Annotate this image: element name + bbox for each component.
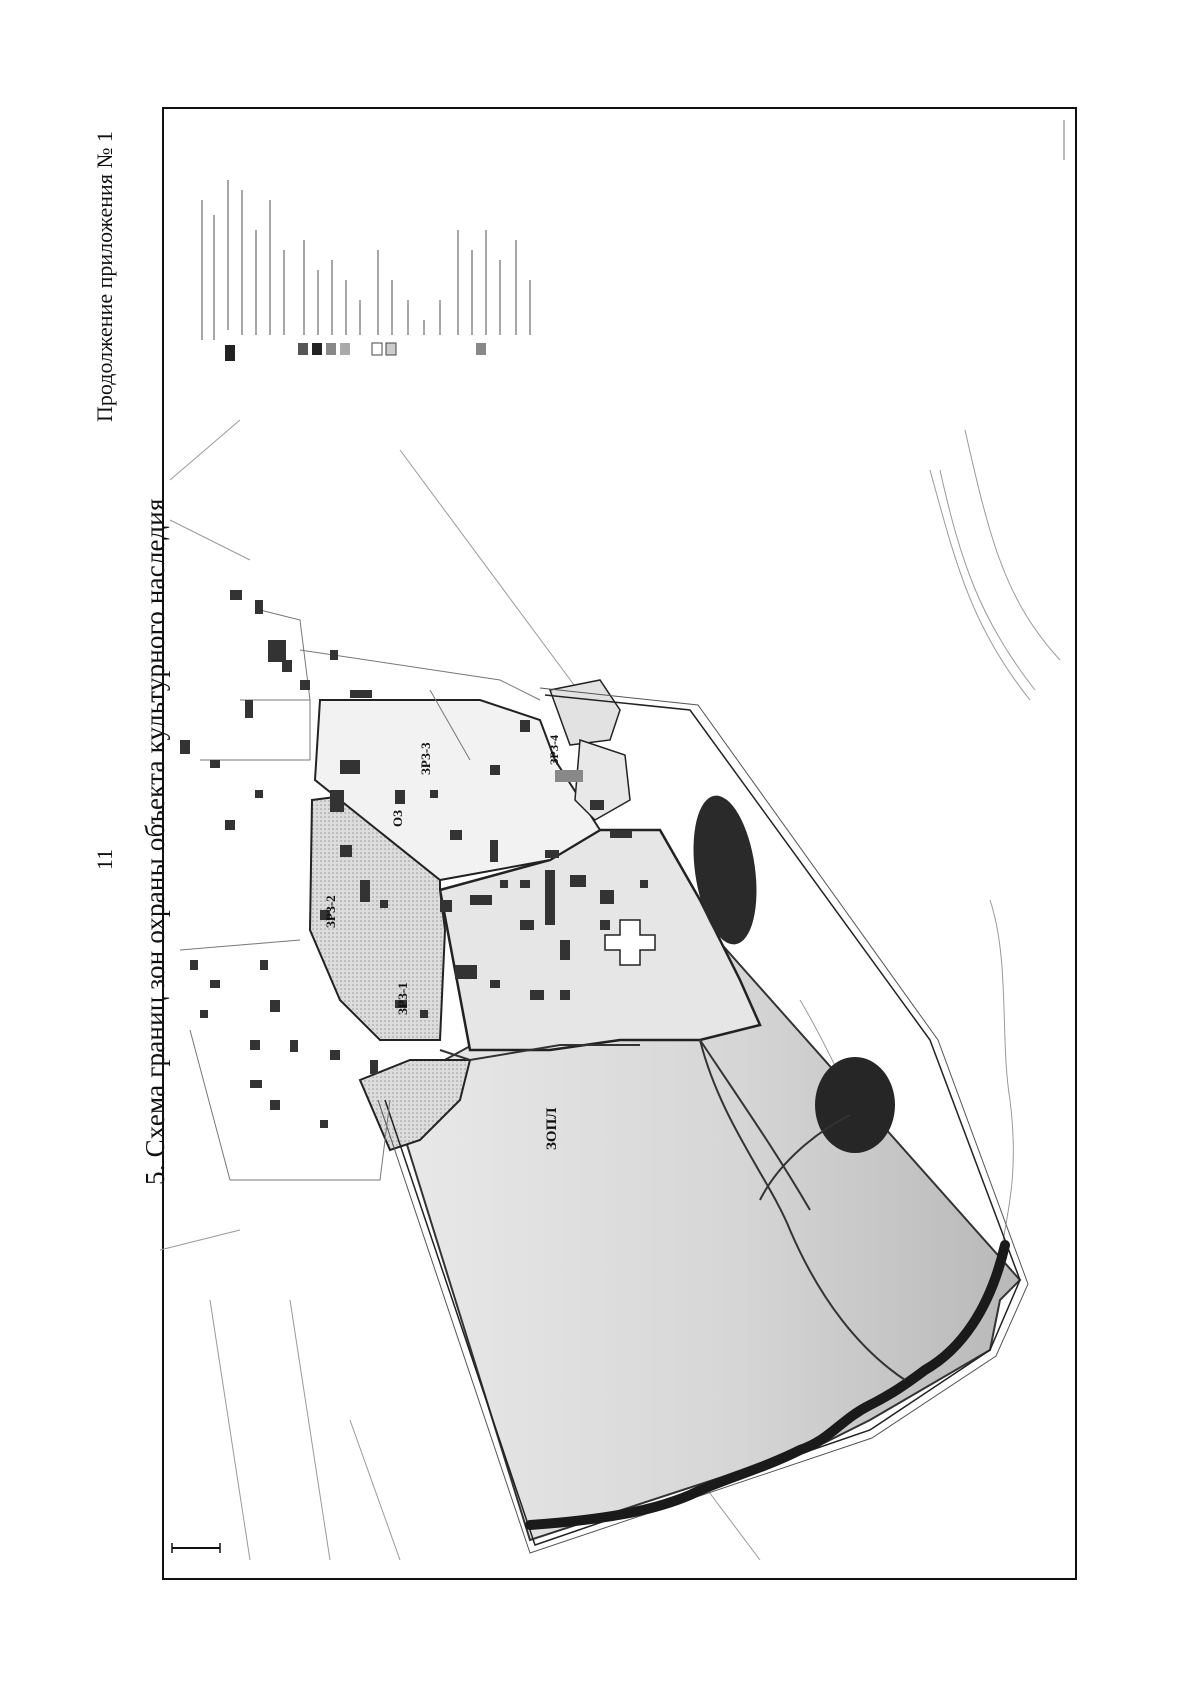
legend-swatch	[298, 343, 308, 355]
label-zrz-2: ЗРЗ-2	[323, 895, 338, 928]
label-zopl: ЗОПЛ	[544, 1107, 560, 1150]
legend-swatch	[386, 343, 396, 355]
legend-text-lines	[202, 180, 530, 340]
scale-bar	[172, 1543, 220, 1553]
label-zrz-3: ЗРЗ-3	[418, 742, 433, 775]
continuation-note: Продолжение приложения № 1	[92, 131, 117, 422]
pond-lower	[815, 1057, 895, 1153]
label-zrz-4: ЗРЗ-4	[547, 734, 561, 765]
page-number: 11	[92, 848, 117, 870]
map-legend	[202, 180, 530, 361]
legend-swatch	[372, 343, 382, 355]
legend-swatch	[312, 343, 322, 355]
label-zrz-1: ЗРЗ-1	[395, 982, 410, 1015]
page-title: 5. Схема границ зон охраны объекта культурного наследия	[140, 498, 170, 1185]
highlighted-building	[555, 770, 583, 782]
legend-swatch	[225, 345, 235, 361]
legend-swatch	[476, 343, 486, 355]
label-oz: ОЗ	[390, 810, 405, 827]
legend-swatch	[340, 343, 350, 355]
legend-swatch	[326, 343, 336, 355]
